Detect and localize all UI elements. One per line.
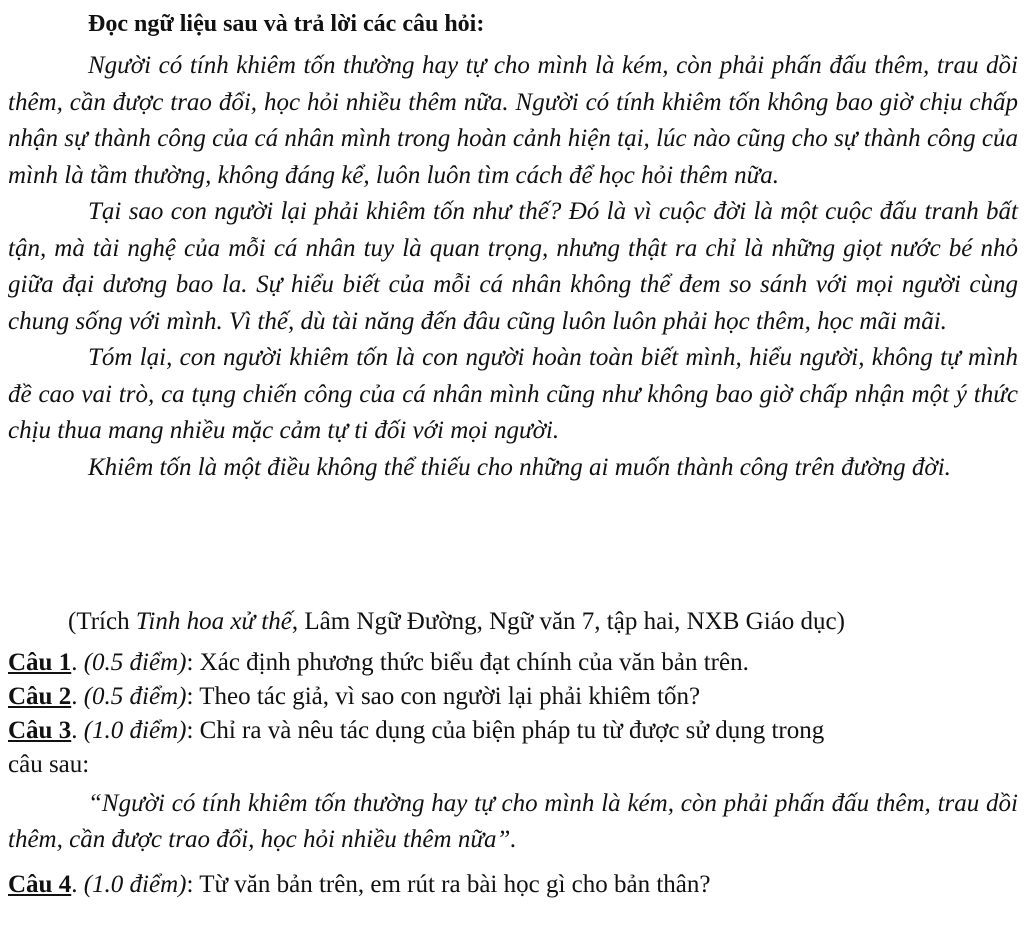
passage-paragraph-1: Người có tính khiêm tốn thường hay tự cho mình là kém, còn phải phấn đấu thêm, trau dồi thêm, cần được trao đổi, học hỏi nhiều thêm nữa. Người có tính khiêm tốn không bao giờ chịu chấp nhận sự thành công của cá nhân mình trong hoàn cảnh hiện tại, lúc nào cũng cho sự thành công của mình là tầm thường, không đáng kể, luôn luôn tìm cách để học hỏi thêm nữa. [8,52,1018,189]
citation-title: Tinh hoa xử thế [135,608,292,635]
passage-paragraph-3: Tóm lại, con người khiêm tốn là con người hoàn toàn biết mình, hiểu người, không tự mình đề cao vai trò, ca tụng chiến công của cá nhân mình cũng như không bao giờ chấp nhận một ý thức chịu thua mang nhiều mặc cảm tự ti đối với mọi người. [8,344,1018,444]
question-number: Câu 3 [8,717,72,744]
citation-suffix: , Lâm Ngữ Đường, Ngữ văn 7, tập hai, NXB Giáo dục) [291,608,845,635]
question-text: : Chỉ ra và nêu tác dụng của biện pháp tu từ được sử dụng trong [186,717,825,744]
question-text: : Theo tác giả, vì sao con người lại phải khiêm tốn? [186,683,701,710]
question-3: Câu 3. (1.0 điểm): Chỉ ra và nêu tác dụng của biện pháp tu từ được sử dụng trong [8,717,825,744]
question-points: (1.0 điểm) [83,871,187,898]
question-1: Câu 1. (0.5 điểm): Xác định phương thức biểu đạt chính của văn bản trên. [8,649,749,676]
question-text: : Từ văn bản trên, em rút ra bài học gì cho bản thân? [186,871,711,898]
question-number: Câu 2 [8,683,72,710]
quoted-sentence: “Người có tính khiêm tốn thường hay tự cho mình là kém, còn phải phấn đấu thêm, trau dồi thêm, cần được trao đổi, học hỏi nhiều thêm nữa”. [8,790,1018,853]
citation-prefix: (Trích [68,608,136,635]
passage-paragraph-4: Khiêm tốn là một điều không thể thiếu cho những ai muốn thành công trên đường đời. [88,453,951,481]
question-list [8,646,1018,902]
question-number: Câu 1 [8,649,72,676]
source-citation [68,604,1018,640]
question-number: Câu 4 [8,871,72,898]
question-3-continuation: câu sau: [8,751,90,778]
question-2: Câu 2. (0.5 điểm): Theo tác giả, vì sao con người lại phải khiêm tốn? [8,683,701,710]
instruction-heading: Đọc ngữ liệu sau và trả lời các câu hỏi: [88,11,485,37]
passage-paragraph-2: Tại sao con người lại phải khiêm tốn như thế? Đó là vì cuộc đời là một cuộc đấu tranh bất tận, mà tài nghệ của mỗi cá nhân tuy là quan trọng, nhưng thật ra chỉ là những giọt nước bé nhỏ giữa đại dương bao la. Sự hiểu biết của mỗi cá nhân không thể đem so sánh với mọi người cùng chung sống với mình. Vì thế, dù tài năng đến đâu cũng luôn luôn phải học thêm, học mãi mãi. [8,198,1018,335]
question-points: (0.5 điểm) [83,649,187,676]
reading-passage [8,48,1018,486]
question-text: : Xác định phương thức biểu đạt chính của văn bản trên. [186,649,749,676]
question-points: (1.0 điểm) [83,717,187,744]
question-points: (0.5 điểm) [83,683,187,710]
question-4: Câu 4. (1.0 điểm): Từ văn bản trên, em rút ra bài học gì cho bản thân? [8,871,711,898]
